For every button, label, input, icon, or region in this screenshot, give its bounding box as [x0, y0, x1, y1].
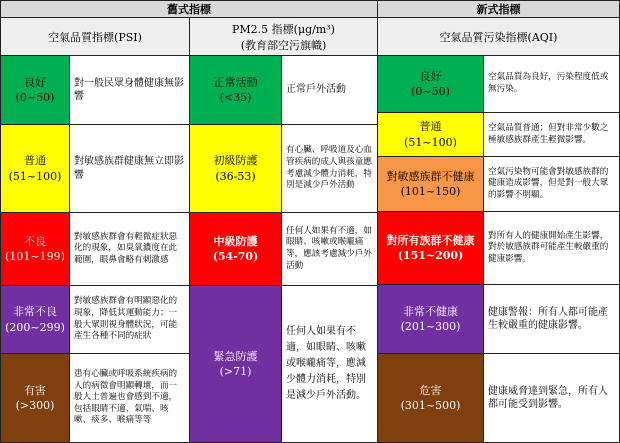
aqi-level-moderate: [377, 112, 484, 157]
psi-level-range: (51~100): [8, 169, 62, 183]
psi-level-range: (101~199): [5, 250, 65, 263]
aqi-level-sensitive: [377, 156, 484, 212]
psi-level-range: (200~299): [5, 320, 65, 334]
aqi-desc-moderate: [483, 112, 620, 157]
aqi-level-range: (101~150): [400, 185, 461, 198]
psi-desc-text: 對敏感族群健康無立即影響: [74, 156, 184, 181]
psi-level-unhealthy: [0, 212, 70, 286]
aqi-level-range: (201~300): [400, 320, 461, 333]
psi-level-label: 普通: [24, 154, 46, 168]
pm25-level-label: 正常活動: [213, 75, 258, 89]
pm25-desc-text: 有心臟、呼吸道及心血管疾病的成人與孩童應考慮減少體力消耗，特別是減少戶外活動: [286, 145, 372, 191]
pm25-level-range: (36-53): [215, 169, 256, 183]
aqi-level-label: 對所有族群不健康: [386, 233, 475, 247]
pm25-level-range: (<35): [219, 91, 252, 104]
aqi-level-range: (51~100): [404, 135, 457, 149]
pm25-desc-text: 任何人如果有不適，如眼睛、咳嗽或喉嚨痛等，應減少體力消耗，特別是減少戶外活動。: [286, 326, 366, 401]
aqi-level-label: 普通: [419, 120, 442, 134]
pm25-desc-intermediate: [281, 212, 378, 286]
psi-desc-text: 患有心臟或呼吸系統疾病的人的病徵會明顯轉壞，而一般人士普遍也會感到不適，包括眼睛不適、氣喘、咳嗽、痰多、喉痛等等: [74, 369, 178, 426]
aqi-level-range: (0~50): [411, 85, 450, 98]
pm25-level-range: (>71): [219, 365, 252, 378]
psi-desc-text: 對敏感族群會有明顯惡化的現象，降低其運動能力；一般大眾則視身體狀況，可能產生各種不同的症狀: [74, 296, 178, 342]
psi-header-label: 空氣品質指標(PSI): [48, 30, 142, 44]
pm25-level-primary: [189, 124, 282, 213]
psi-desc-text: 對一般民眾身體健康無影響: [74, 77, 184, 102]
aqi-desc-text: 健康威脅達到緊急，所有人都可能受到影響。: [488, 385, 608, 410]
psi-level-very-unhealthy: [0, 285, 70, 354]
pm25-level-emergency: [189, 285, 282, 443]
aqi-desc-text: 健康警報：所有人都可能產生較嚴重的健康影響。: [488, 306, 608, 331]
aqi-desc-sensitive: [483, 156, 620, 212]
psi-level-good: [0, 55, 70, 125]
pm25-level-range: (54-70): [212, 250, 259, 263]
aqi-desc-text: 對所有人的健康開始產生影響，對於敏感族群可能產生較嚴重的健康影響。: [488, 230, 609, 264]
pm25-level-label: 緊急防護: [213, 349, 258, 363]
pm25-desc-text: 正常戶外活動: [286, 84, 346, 96]
psi-desc-good: [69, 55, 190, 125]
aqi-header: [377, 17, 620, 56]
pm25-level-normal: [189, 55, 282, 125]
aqi-desc-unhealthy: [483, 211, 620, 285]
psi-level-hazardous: [0, 353, 70, 443]
psi-level-range: (0~50): [15, 91, 55, 104]
aqi-desc-very-unhealthy: [483, 284, 620, 354]
pm25-level-intermediate: [189, 212, 282, 286]
aqi-level-label: 非常不健康: [403, 304, 458, 318]
aqi-level-range: (301~500): [400, 399, 461, 412]
aqi-header-label: 空氣品質污染指標(AQI): [439, 30, 558, 44]
pm25-header: [189, 17, 378, 56]
aqi-level-label: 良好: [419, 69, 442, 83]
aqi-desc-good: [483, 55, 620, 113]
psi-level-moderate: [0, 124, 70, 213]
pm25-header-line2: (教育部空污旗幟): [240, 38, 327, 52]
psi-desc-very-unhealthy: [69, 285, 190, 354]
psi-desc-hazardous: [69, 353, 190, 443]
new-standard-label: 新式指標: [476, 3, 521, 16]
pm25-desc-primary: [281, 124, 378, 213]
old-standard-label: 舊式指標: [167, 3, 211, 16]
psi-header: [0, 17, 190, 56]
psi-level-range: (>300): [15, 399, 55, 412]
aqi-level-good: [377, 55, 484, 113]
psi-desc-text: 對敏感族群會有輕微症狀惡化的現象，如臭氧濃度在此範圍，眼鼻會略有刺激感: [74, 231, 178, 265]
aqi-desc-text: 空氣品質普通；但對非常少數之極敏感族群產生輕微影響。: [488, 122, 609, 145]
psi-level-label: 良好: [24, 75, 46, 89]
psi-desc-unhealthy: [69, 212, 190, 286]
aqi-level-label: 危害: [419, 383, 442, 397]
psi-level-label: 非常不良: [13, 305, 57, 319]
new-standard-header: [377, 0, 620, 18]
pm25-level-label: 中級防護: [213, 234, 258, 248]
old-standard-header: [0, 0, 378, 18]
aqi-level-very-unhealthy: [377, 284, 484, 354]
psi-level-label: 有害: [24, 383, 46, 397]
aqi-level-hazardous: [377, 353, 484, 443]
pm25-header-line1: PM2.5 指標(μg/m³): [232, 22, 335, 36]
aqi-level-unhealthy: [377, 211, 484, 285]
psi-level-label: 不良: [24, 234, 46, 248]
aqi-level-label: 對敏感族群不健康: [386, 169, 475, 183]
pm25-desc-emergency: [281, 285, 378, 443]
aqi-desc-text: 空氣品質為良好，污染程度低或無污染。: [488, 72, 609, 94]
aqi-desc-text: 空氣污染物可能會對敏感族群的健康造成影響，但是對一般大眾的影響不明顯。: [488, 166, 609, 200]
pm25-level-label: 初級防護: [213, 154, 258, 168]
pm25-desc-normal: [281, 55, 378, 125]
aqi-level-range: (151~200): [397, 249, 464, 262]
pm25-desc-text: 任何人如果有不適，如眼睛、咳嗽或喉嚨痛等，應該考慮減少戶外活動: [286, 225, 372, 271]
aqi-desc-hazardous: [483, 353, 620, 443]
psi-desc-moderate: [69, 124, 190, 213]
